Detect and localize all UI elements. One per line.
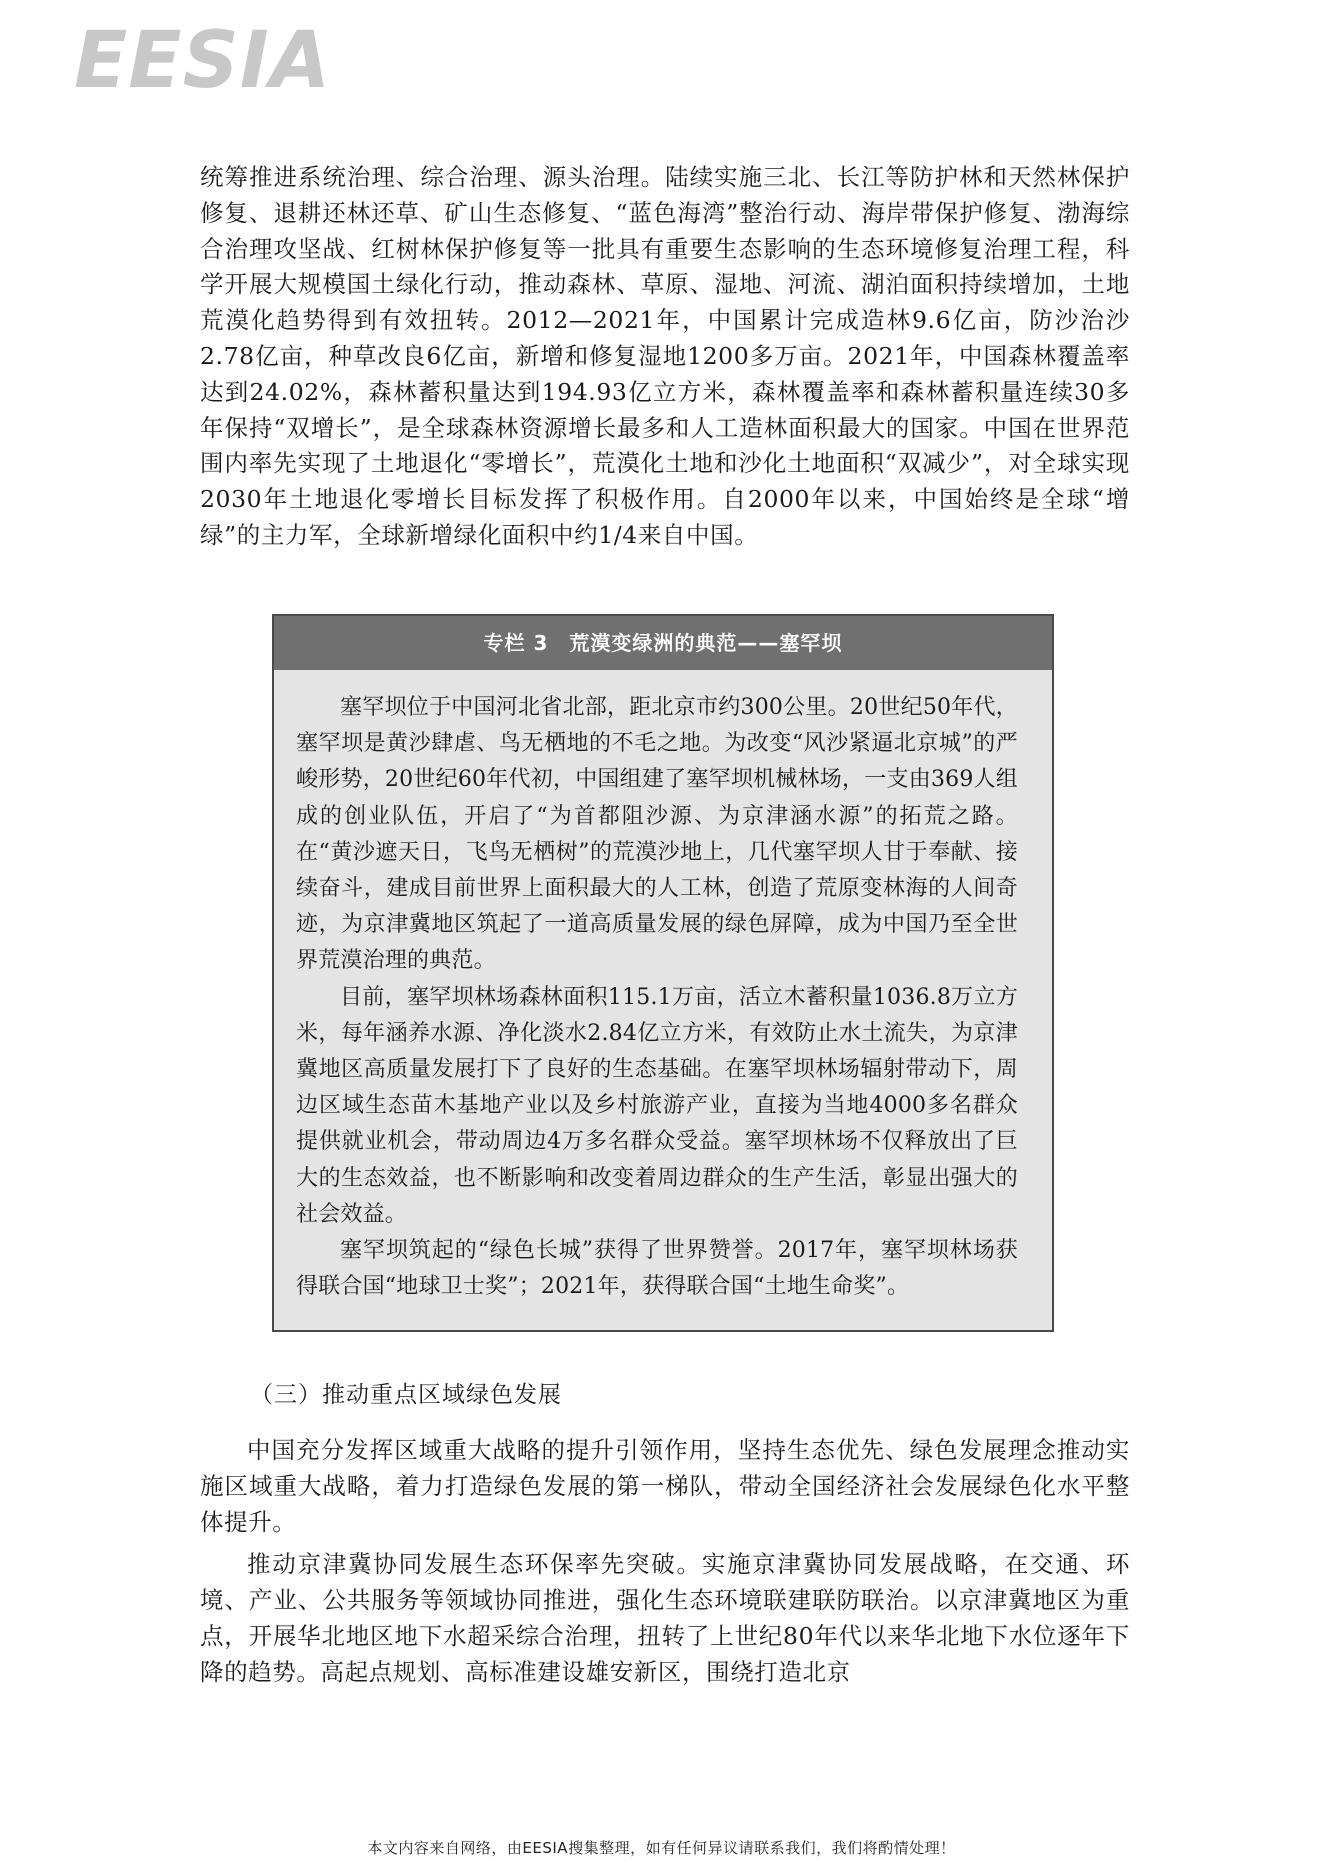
- feature-box-paragraph: 塞罕坝位于中国河北省北部，距北京市约300公里。20世纪50年代，塞罕坝是黄沙肆虐、鸟无栖地的不毛之地。为改变“风沙紧逼北京城”的严峻形势，20世纪60年代初，中国组建了塞罕坝机械林场，一支由369人组成的创业队伍，开启了“为首都阻沙源、为京津涵水源”的拓荒之路。在“黄沙遮天日，飞鸟无栖树”的荒漠沙地上，几代塞罕坝人甘于奉献、接续奋斗，建成目前世界上面积最大的人工林，创造了荒原变林海的人间奇迹，为京津冀地区筑起了一道高质量发展的绿色屏障，成为中国乃至全世界荒漠治理的典范。: [296, 695, 1018, 974]
- feature-box-paragraph: 目前，塞罕坝林场森林面积115.1万亩，活立木蓄积量1036.8万立方米，每年涵养水源、净化淡水2.84亿立方米，有效防止水土流失，为京津冀地区高质量发展打下了良好的生态基础。在塞罕坝林场辐射带动下，周边区域生态苗木基地产业以及乡村旅游产业，直接为当地4000多名群众提供就业机会，带动周边4万多名群众受益。塞罕坝林场不仅释放出了巨大的生态效益，也不断影响和改变着周边群众的生产生活，彰显出强大的社会效益。: [296, 984, 1018, 1227]
- lead-paragraph: 统筹推进系统治理、综合治理、源头治理。陆续实施三北、长江等防护林和天然林保护修复、退耕还林还草、矿山生态修复、“蓝色海湾”整治行动、海岸带保护修复、渤海综合治理攻坚战、红树林保护修复等一批具有重要生态影响的生态环境修复治理工程，科学开展大规模国土绿化行动，推动森林、草原、湿地、河流、湖泊面积持续增加，土地荒漠化趋势得到有效扭转。2012—2021年，中国累计完成造林9.6亿亩，防沙治沙2.78亿亩，种草改良6亿亩，新增和修复湿地1200多万亩。2021年，中国森林覆盖率达到24.02%，森林蓄积量达到194.93亿立方米，森林覆盖率和森林蓄积量连续30多年保持“双增长”，是全球森林资源增长最多和人工造林面积最大的国家。中国在世界范围内率先实现了土地退化“零增长”，荒漠化土地和沙化土地面积“双减少”，对全球实现2030年土地退化零增长目标发挥了积极作用。自2000年以来，中国始终是全球“增绿”的主力军，全球新增绿化面积中约1/4来自中国。: [200, 163, 1130, 549]
- body-paragraph: 推动京津冀协同发展生态环保率先突破。实施京津冀协同发展战略，在交通、环境、产业、公共服务等领域协同推进，强化生态环境联建联防联治。以京津冀地区为重点，开展华北地区地下水超采综合治理，扭转了上世纪80年代以来华北地下水位逐年下降的趋势。高起点规划、高标准建设雄安新区，围绕打造北京: [200, 1550, 1130, 1686]
- body-paragraph: 中国充分发挥区域重大战略的提升引领作用，坚持生态优先、绿色发展理念推动实施区域重大战略，着力打造绿色发展的第一梯队，带动全国经济社会发展绿色化水平整体提升。: [200, 1436, 1130, 1536]
- feature-box-title: 专栏 3 荒漠变绿洲的典范——塞罕坝: [274, 616, 1052, 670]
- eesia-logo: EESIA: [74, 16, 332, 106]
- feature-box-body: [274, 670, 1052, 1305]
- feature-box-paragraph: 塞罕坝筑起的“绿色长城”获得了世界赞誉。2017年，塞罕坝林场获得联合国“地球卫士奖”；2021年，获得联合国“土地生命奖”。: [296, 1238, 1018, 1300]
- footer-disclaimer: 本文内容来自网络，由EESIA搜集整理，如有任何异议请联系我们，我们将酌情处理！: [367, 1839, 956, 1857]
- section-body: [200, 1546, 1130, 1690]
- section-body: [200, 1432, 1130, 1540]
- section-heading: （三）推动重点区域绿色发展: [250, 1382, 562, 1408]
- feature-box: [272, 614, 1054, 1332]
- lead-section: [200, 160, 1130, 554]
